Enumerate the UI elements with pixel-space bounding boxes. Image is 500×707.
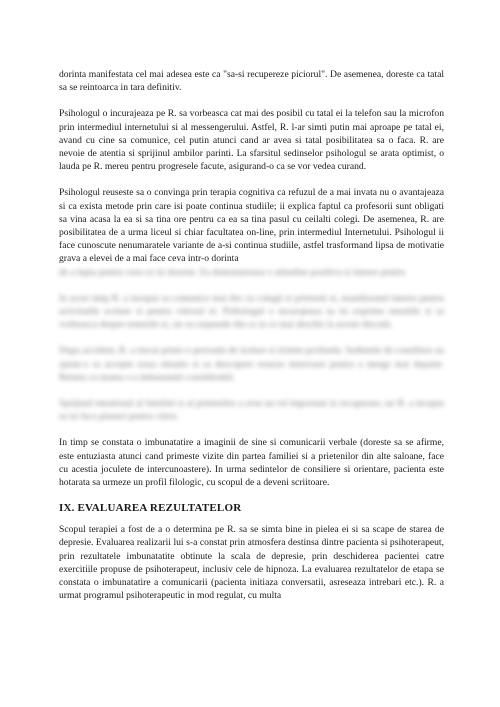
blurred-paragraph: Sprijinul emotional al familiei si al prietenilor a avut un rol important in recuperare, iar R. a inceput sa isi faca planuri pentru viitor. [59,398,444,423]
paragraph-gap [59,94,444,107]
paragraph: In timp se constata o imbunatatire a imaginii de sine si comunicarii verbale (doreste sa se afirme, este entuziasta atunci cand primeste vizite din partea familiei si a prietenilor din alte saloane, face cu acestia joculete de intercunoastere). In urma sedintelor de consiliere si orientare, pacienta este hotarata sa urmeze un profil filologic, cu scopul de a deveni scriitoare. [59,437,444,489]
blurred-paragraph: In acest timp R. a inceput sa comunice mai des cu colegii si prietenii ei, manifestand interes pentru activitatile scolare si pentru viitorul ei. Psihologul o incurajeaza sa isi exprime emotiile si sa vorbeasca despre temerile ei, iar ea raspunde din ce in ce mai deschis la aceste discutii. [59,292,444,331]
paragraph: Scopul terapiei a fost de a o determina pe R. sa se simta bine in pielea ei si sa scape de starea de depresie. Evaluarea realizarii lui s-a constat prin atmosfera destinsa dintre pacienta si psihoterapeut, prin rezultatele imbunatatite obtinute la scala de depresie, prin deschiderea pacientei catre exercitiile propuse de psihoterapeut, inclusiv cele de hipnoza. La evaluarea rezultatelor de etapa se constata o imbunatatire a comunicarii (pacienta initiaza conversatii, asreseaza intrebari etc.). R. a urmat programul psihoterapeutic in mod regulat, cu multa [59,524,444,602]
paragraph-gap [59,331,444,344]
paragraph: Psihologul o incurajeaza pe R. sa vorbeasca cat mai des posibil cu tatal ei la telefon sau la microfon prin intermediul internetului si al messengerului. Astfel, R. l-ar simti putin mai aproape pe tatal ei, avand cu cine sa comunice, cel putin atunci cand ar avea si tatal posibilitatea sa o faca. R. are nevoie de atentia si sprijinul ambilor parinti. La sfarsitul sedinselor psihologul se arata optimist, o lauda pe R. mereu pentru progresele facute, asigurand-o ca se vor vedea curand. [59,108,444,173]
blurred-text-line: de a lupta pentru ceea ce isi doreste. Ea demonstreaza o atitudine pozitiva si interes pentru [59,266,406,278]
paragraph-gap [59,173,444,186]
section-heading: IX. EVALUAREA REZULTATELOR [59,502,242,515]
paragraph-gap [59,423,444,436]
paragraph-gap [59,279,444,292]
top-margin [59,0,444,68]
blurred-paragraph: Dupa accident, R. a trecut printr-o perioada de izolare si tristete profunda. Sedintele de consiliere au ajutat-o sa accepte noua situatie si sa descopere resurse interioare pentru a merge mai departe. Relatia cu mama s-a imbunatatit considerabil. [59,345,444,383]
paragraph-gap [59,384,444,397]
paragraph: Psihologul reuseste sa o convinga prin terapia cognitiva ca refuzul de a mai invata nu o avantajeaza si ca exista metode prin care isi poate continua studiile; ii explica faptul ca profesorii sunt obligati sa vina acasa la ea si sa tina ore pentru ca ea sa tina pasul cu ceilalti colegi. De asemenea, R. are posibilitatea de a urma liceul si chiar facultatea on-line, prin intermediul Internetului. Psihologul ii face cunoscute nenumaratele variante de a-si continua studiile, astfel trasformand lipsa de motivatie grava a elevei de a mai face ceva intr-o dorinta [59,187,444,265]
paragraph: dorinta manifestata cel mai adesea este ca "sa-si recupereze piciorul". De asemenea, doreste ca tatal sa se reintoarca in tara definitiv. [59,69,444,94]
paragraph-gap [59,514,444,523]
paragraph-gap [59,489,444,502]
